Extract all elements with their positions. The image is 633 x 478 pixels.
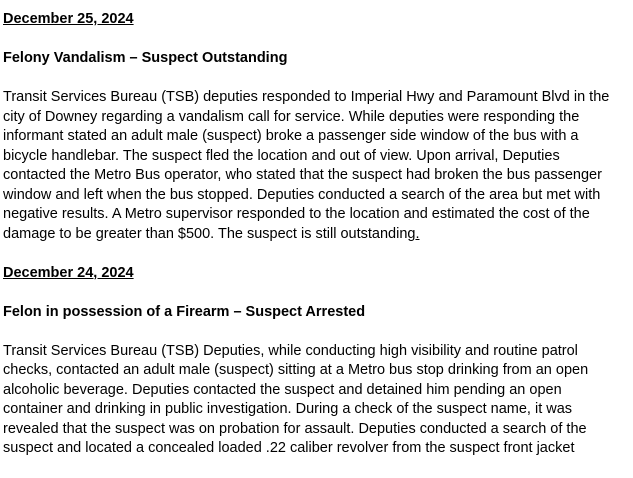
- entry-body: [3, 342, 630, 459]
- entry-title: Felony Vandalism – Suspect Outstanding: [3, 50, 288, 66]
- body-line: alcoholic beverage. Deputies contacted the suspect and detained him pending an open: [3, 381, 562, 398]
- body-line: city of Downey regarding a vandalism call for service. While deputies were responding the: [3, 108, 580, 125]
- body-line-text: damage to be greater than $500. The suspect is still outstanding: [3, 225, 416, 242]
- body-line: suspect and located a concealed loaded .22 caliber revolver from the suspect front jacket: [3, 440, 575, 456]
- body-line: Transit Services Bureau (TSB) Deputies, while conducting high visibility and routine patrol: [3, 342, 578, 359]
- document: [3, 10, 630, 478]
- body-line: revealed that the suspect was on probation for assault. Deputies conducted a search of the: [3, 420, 587, 437]
- body-line: negative results. A Metro supervisor responded to the location and estimated the cost of the: [3, 206, 590, 222]
- body-line: window and left when the bus stopped. Deputies conducted a search of the area but met with: [3, 186, 601, 203]
- entry-title: Felon in possession of a Firearm – Suspect Arrested: [3, 303, 366, 320]
- body-line: informant stated an adult male (suspect) broke a passenger side window of the bus with a: [3, 128, 579, 144]
- entry-date: December 25, 2024: [3, 11, 134, 27]
- body-line: container and drinking in public investigation. During a check of the suspect name, it was: [3, 401, 573, 417]
- body-line: contacted the Metro Bus operator, who stated that the suspect had broken the bus passenger: [3, 167, 602, 183]
- incident-entry: [3, 10, 630, 244]
- body-line: [3, 225, 630, 245]
- entry-body: [3, 88, 630, 244]
- body-line: bicycle handlebar. The suspect fled the location and out of view. Upon arrival, Deputies: [3, 147, 560, 164]
- incident-entry: [3, 264, 630, 459]
- entry-date: December 24, 2024: [3, 264, 134, 281]
- body-line: Transit Services Bureau (TSB) deputies responded to Imperial Hwy and Paramount Blvd in the: [3, 89, 610, 105]
- body-line: checks, contacted an adult male (suspect) sitting at a Metro bus stop drinking from an open: [3, 362, 589, 378]
- underlined-period: .: [415, 225, 420, 242]
